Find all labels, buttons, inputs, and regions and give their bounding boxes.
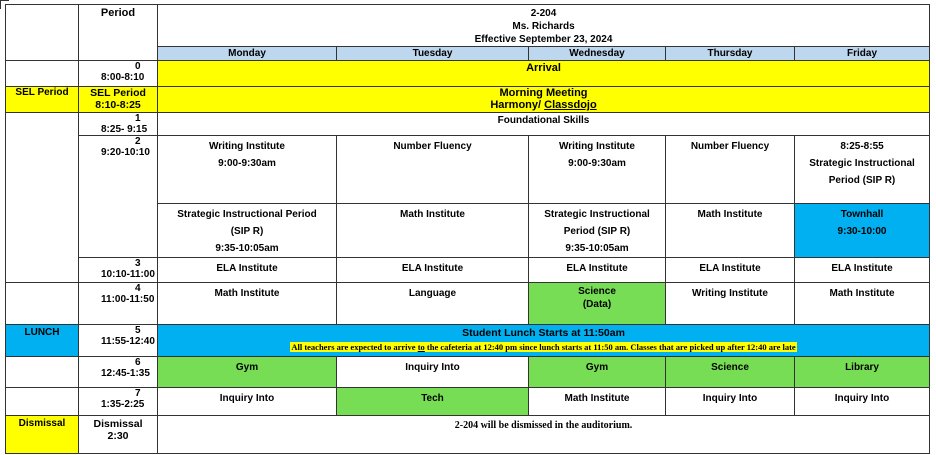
tue-p2b-class: Math Institute	[337, 204, 529, 258]
tue-p2-class: Number Fluency	[337, 136, 529, 204]
tue-p4-class: Language	[337, 283, 529, 325]
wed-p2-class: Writing Institute 9:00-9:30am	[529, 136, 666, 204]
lunch-block	[158, 325, 930, 357]
day-header-monday: Monday	[158, 47, 337, 61]
lunch-start-text: Student Lunch Starts at 11:50am	[462, 327, 625, 339]
tue-p6-class: Inquiry Into	[337, 357, 529, 388]
row-label-blank	[6, 113, 79, 283]
day-header-friday: Friday	[795, 47, 930, 61]
period-5-cell: 5 11:55-12:40	[79, 325, 158, 357]
lunch-label: LUNCH	[6, 325, 79, 357]
header-left-blank	[6, 5, 79, 61]
mon-p7-class: Inquiry Into	[158, 388, 337, 416]
mon-p6-class: Gym	[158, 357, 337, 388]
mon-p4-class: Math Institute	[158, 283, 337, 325]
period-1-cell: 1 8:25- 9:15	[79, 113, 158, 136]
dismissal-period-cell: Dismissal 2:30	[79, 416, 158, 454]
wed-p2b-class: Strategic Instructional Period (SIP R) 9:35-10:05am	[529, 204, 666, 258]
wed-p6-class: Gym	[529, 357, 666, 388]
period-0-cell: 0 8:00-8:10	[79, 61, 158, 87]
period-3-cell: 3 10:10-11:00	[79, 258, 158, 283]
period-2-cell: 2 9:20-10:10	[79, 136, 158, 258]
tue-p7-class: Tech	[337, 388, 529, 416]
wed-p4-class: Science (Data)	[529, 283, 666, 325]
sel-period-cell: SEL Period 8:10-8:25	[79, 87, 158, 113]
room-number: 2-204	[530, 8, 557, 19]
row-label-blank	[6, 61, 79, 87]
thu-p2b-class: Math Institute	[666, 204, 795, 258]
foundational-skills-block: Foundational Skills	[158, 113, 930, 136]
row-label-blank	[6, 357, 79, 388]
mon-p3-class: ELA Institute	[158, 258, 337, 283]
period-7-cell: 7 1:35-2:25	[79, 388, 158, 416]
fri-p6-class: Library	[795, 357, 930, 388]
fri-p4-class: Math Institute	[795, 283, 930, 325]
thu-p3-class: ELA Institute	[666, 258, 795, 283]
thu-p7-class: Inquiry Into	[666, 388, 795, 416]
thu-p4-class: Writing Institute	[666, 283, 795, 325]
thu-p2-class: Number Fluency	[666, 136, 795, 204]
effective-date: Effective September 23, 2024	[474, 34, 613, 45]
day-header-thursday: Thursday	[666, 47, 795, 61]
wed-p3-class: ELA Institute	[529, 258, 666, 283]
day-header-tuesday: Tuesday	[337, 47, 529, 61]
fri-p3-class: ELA Institute	[795, 258, 930, 283]
morning-meeting-block: Morning Meeting Harmony/ Classdojo	[158, 87, 930, 113]
townhall-block: Townhall 9:30-10:00	[795, 204, 930, 258]
schedule-title-block	[158, 5, 930, 47]
sel-period-label: SEL Period	[6, 87, 79, 113]
period-4-cell: 4 11:00-11:50	[79, 283, 158, 325]
mon-p2-class: Writing Institute 9:00-9:30am	[158, 136, 337, 204]
day-header-wednesday: Wednesday	[529, 47, 666, 61]
dismissal-label: Dismissal	[6, 416, 79, 454]
tue-p3-class: ELA Institute	[337, 258, 529, 283]
schedule-table	[5, 4, 930, 454]
arrival-block: Arrival	[158, 61, 930, 87]
row-label-blank	[6, 283, 79, 325]
period-6-cell: 6 12:45-1:35	[79, 357, 158, 388]
thu-p6-class: Science	[666, 357, 795, 388]
wed-p7-class: Math Institute	[529, 388, 666, 416]
cafeteria-notice: All teachers are expected to arrive to the cafeteria at 12:40 pm since lunch starts at 11:50 am. Classes that are picked up after 12:40 are late	[291, 342, 796, 352]
fri-p7-class: Inquiry Into	[795, 388, 930, 416]
dismissal-message: 2-204 will be dismissed in the auditorium.	[158, 416, 930, 454]
row-label-blank	[6, 388, 79, 416]
fri-p2-class: 8:25-8:55 Strategic Instructional Period (SIP R)	[795, 136, 930, 204]
mon-p2b-class: Strategic Instructional Period (SIP R) 9:35-10:05am	[158, 204, 337, 258]
teacher-name: Ms. Richards	[512, 21, 575, 32]
period-header: Period	[79, 5, 158, 61]
